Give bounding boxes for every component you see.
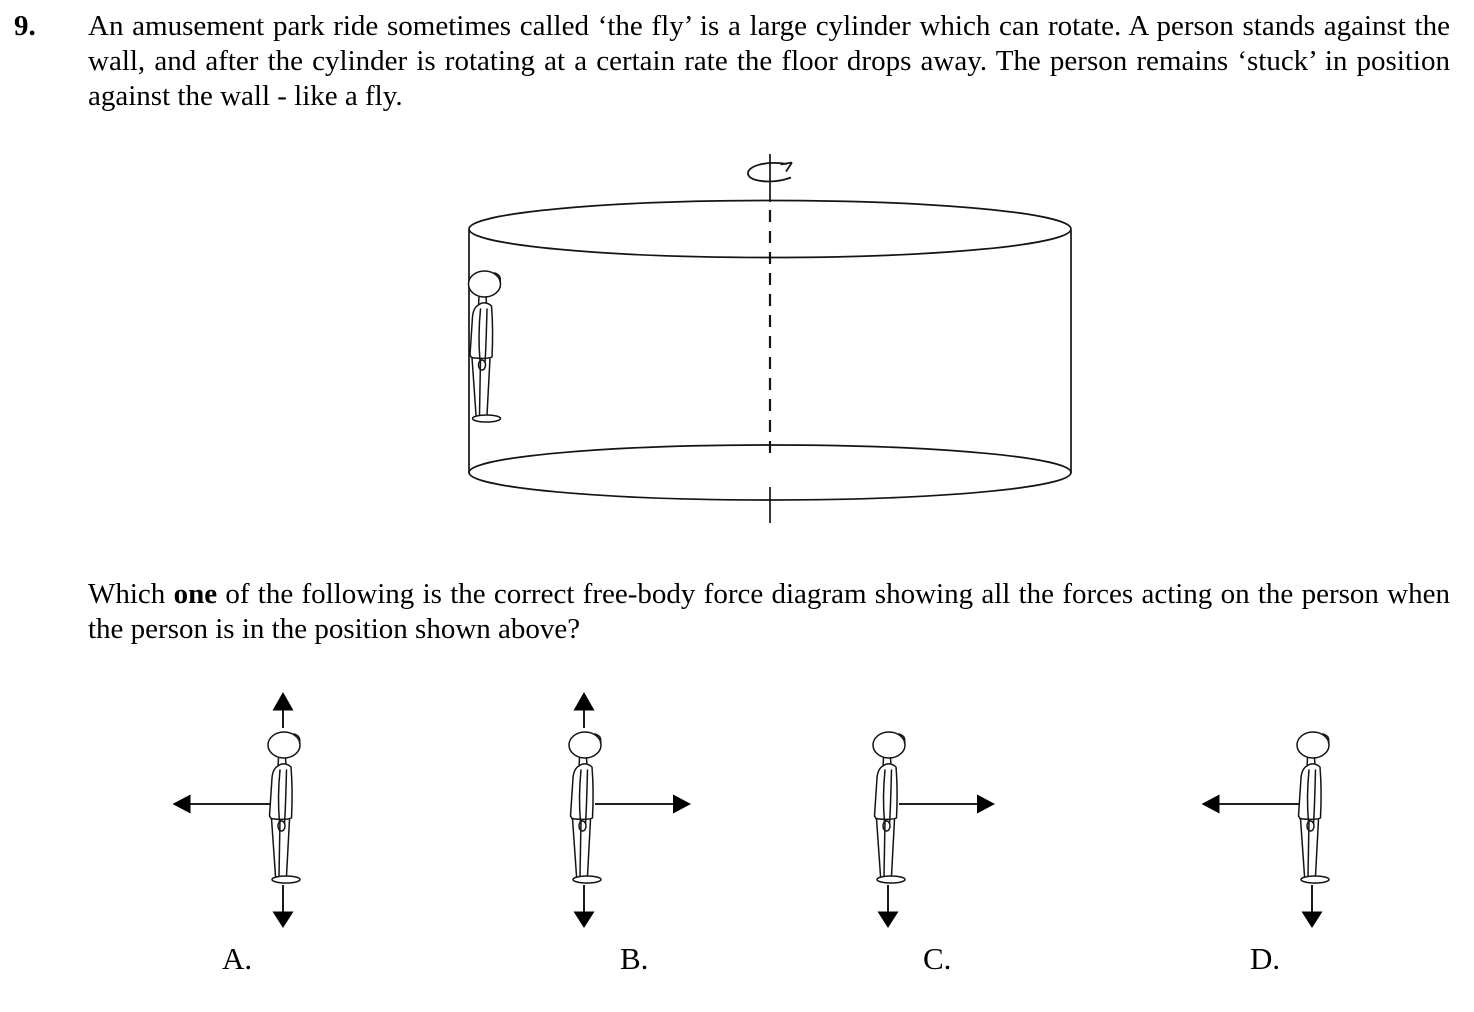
cylinder-outline — [469, 201, 1071, 501]
force-arrow-down-icon — [1302, 885, 1323, 928]
force-arrow-right-icon — [899, 795, 995, 814]
force-arrow-up-icon — [574, 692, 595, 728]
option-label-A: A. — [222, 941, 253, 976]
question-intro-paragraph: An amusement park ride sometimes called ‘the fly’ is a large cylinder which can rotate. A person stands against the wall, and after the cylinder is rotating at a certain rate the floor drops away. The person remains ‘stuck’ in position against the wall - like a fly. — [88, 10, 1450, 112]
option-label-C: C. — [923, 941, 952, 976]
question-number: 9. — [14, 10, 36, 42]
person-figure — [873, 732, 905, 883]
option-label-B: B. — [620, 941, 649, 976]
option-diagram-A — [133, 685, 433, 935]
free-body-diagram — [1162, 685, 1462, 935]
force-arrow-down-icon — [574, 885, 595, 928]
option-diagram-C — [738, 685, 1038, 935]
free-body-diagram — [738, 685, 1038, 935]
prompt-text-bold: one — [173, 578, 218, 610]
person-figure — [268, 732, 300, 883]
option-diagram-D — [1162, 685, 1462, 935]
question-prompt-paragraph — [88, 577, 1450, 647]
person-figure — [569, 732, 601, 883]
free-body-diagram — [434, 685, 734, 935]
force-arrow-left-icon — [173, 795, 271, 814]
prompt-text-post: of the following is the correct free-body force diagram showing all the forces acting on the person when the person is in the position shown above? — [88, 578, 1450, 645]
person-in-cylinder — [469, 271, 501, 422]
option-diagram-B — [434, 685, 734, 935]
prompt-text-pre: Which — [88, 578, 174, 610]
person-figure — [1297, 732, 1329, 883]
cylinder-ride-figure — [430, 145, 1120, 540]
force-arrow-left-icon — [1202, 795, 1300, 814]
option-label-D: D. — [1250, 941, 1281, 976]
force-arrow-down-icon — [878, 885, 899, 928]
force-arrow-down-icon — [273, 885, 294, 928]
force-arrow-up-icon — [273, 692, 294, 728]
free-body-diagram — [133, 685, 433, 935]
force-arrow-right-icon — [595, 795, 691, 814]
